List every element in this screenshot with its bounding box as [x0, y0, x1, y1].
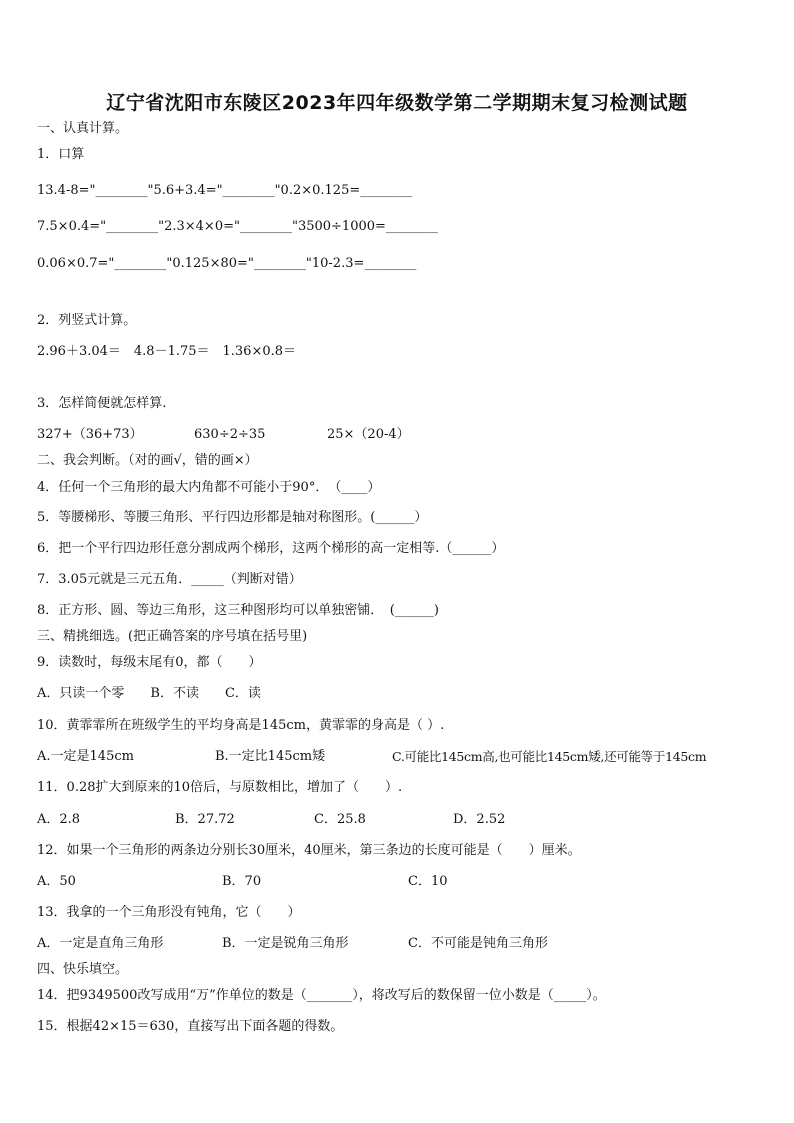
section-4-heading: 四、快乐填空。: [37, 962, 129, 977]
question-3: 3．怎样简便就怎样算.: [37, 396, 167, 411]
question-13: 13．我拿的一个三角形没有钝角，它（ ）: [37, 905, 301, 920]
question-12-option-c: C．10: [408, 874, 448, 889]
question-13-option-a: A．一定是直角三角形: [37, 936, 164, 951]
question-13-option-b: B．一定是锐角三角形: [222, 936, 349, 951]
question-8: 8．正方形、圆、等边三角形，这三种图形均可以单独密铺． (______): [37, 603, 439, 618]
question-3-item-2: 630÷2÷35: [194, 427, 266, 442]
question-12-option-b: B．70: [222, 874, 262, 889]
question-15: 15．根据42×15＝630，直接写出下面各题的得数。: [37, 1019, 344, 1034]
question-6: 6．把一个平行四边形任意分割成两个梯形，这两个梯形的高一定相等.（______）: [37, 541, 505, 556]
question-1-row-3: 0.06×0.7="________"0.125×80="________"10-2.3=________: [37, 256, 417, 271]
question-14: 14．把9349500改写成用“万”作单位的数是（_______），将改写后的数保留一位小数是（_____）。: [37, 988, 606, 1003]
question-3-item-3: 25×（20-4）: [327, 427, 410, 442]
question-1-row-2: 7.5×0.4="________"2.3×4×0="________"3500÷1000=________: [37, 219, 438, 234]
section-2-heading: 二、我会判断。（对的画√，错的画×）: [37, 453, 258, 468]
question-2-items: 2.96＋3.04＝ 4.8－1.75＝ 1.36×0.8＝: [37, 344, 297, 359]
question-10-option-a: A.一定是145cm: [37, 749, 134, 764]
question-9-options: A．只读一个零 B．不读 C．读: [37, 686, 261, 701]
question-12: 12．如果一个三角形的两条边分别长30厘米，40厘米，第三条边的长度可能是（ ）厘米。: [37, 843, 581, 858]
question-7: 7．3.05元就是三元五角．_____（判断对错）: [37, 572, 302, 587]
question-3-item-1: 327+（36+73）: [37, 427, 143, 442]
question-11-option-d: D．2.52: [453, 812, 506, 827]
question-11: 11．0.28扩大到原来的10倍后，与原数相比，增加了（ ）.: [37, 780, 403, 795]
section-3-heading: 三、精挑细选。(把正确答案的序号填在括号里): [37, 629, 308, 644]
question-12-option-a: A．50: [37, 874, 76, 889]
question-1: 1．口算: [37, 147, 85, 162]
question-11-option-c: C．25.8: [314, 812, 366, 827]
question-11-option-b: B．27.72: [175, 812, 235, 827]
question-10-option-b: B.一定比145cm矮: [215, 749, 326, 764]
question-1-row-1: 13.4-8="________"5.6+3.4="________"0.2×0.125=________: [37, 183, 413, 198]
question-4: 4．任何一个三角形的最大内角都不可能小于90°． （____）: [37, 480, 381, 495]
question-9: 9．读数时，每级末尾有0，都（ ）: [37, 655, 262, 670]
section-1-heading: 一、认真计算。: [37, 121, 129, 136]
question-5: 5．等腰梯形、等腰三角形、平行四边形都是轴对称图形。(______）: [37, 510, 428, 525]
question-10-option-c: C.可能比145cm高,也可能比145cm矮,还可能等于145cm: [392, 749, 707, 764]
question-11-option-a: A．2.8: [37, 812, 81, 827]
question-2: 2．列竖式计算。: [37, 313, 137, 328]
page-title: 辽宁省沈阳市东陵区2023年四年级数学第二学期期末复习检测试题: [106, 92, 688, 114]
question-10: 10．黄霏霏所在班级学生的平均身高是145cm，黄霏霏的身高是（ ）.: [37, 718, 445, 733]
question-13-option-c: C．不可能是钝角三角形: [408, 936, 548, 951]
